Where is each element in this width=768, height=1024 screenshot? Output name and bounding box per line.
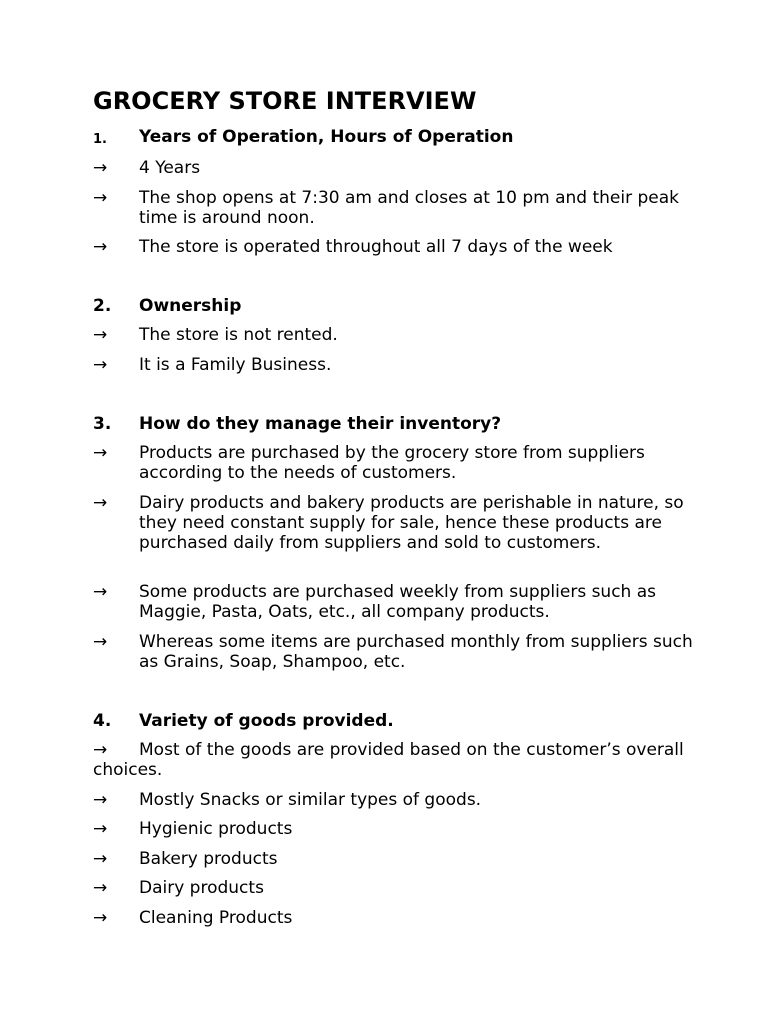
list-item	[93, 790, 693, 810]
list-item-text: Whereas some items are purchased monthly from suppliers such as Grains, Soap, Shampoo, etc.	[139, 632, 693, 672]
list-item-text: Dairy products	[139, 878, 264, 898]
list-item	[93, 908, 693, 928]
document-title: GROCERY STORE INTERVIEW	[93, 87, 477, 115]
arrow-bullet-icon: →	[93, 325, 108, 345]
list-item-text: Cleaning Products	[139, 908, 293, 928]
list-item-text: The store is operated throughout all 7 days of the week	[139, 237, 613, 257]
list-item-text: Hygienic products	[139, 819, 293, 839]
arrow-bullet-icon: →	[93, 582, 108, 602]
list-item	[93, 582, 693, 622]
list-item-text: The shop opens at 7:30 am and closes at 10 pm and their peak time is around noon.	[139, 188, 680, 228]
list-item-text: Dairy products and bakery products are perishable in nature, so they need constant supply for sale, hence these products are purchased daily from suppliers and sold to customers.	[139, 493, 684, 553]
section-3-heading-row	[93, 414, 693, 434]
list-item	[93, 325, 693, 345]
arrow-bullet-icon: →	[93, 740, 108, 760]
list-item-text: Some products are purchased weekly from suppliers such as Maggie, Pasta, Oats, etc., all company products.	[139, 582, 657, 622]
list-item-text: Products are purchased by the grocery store from suppliers according to the needs of customers.	[139, 443, 645, 483]
section-number: 1.	[93, 132, 107, 147]
list-item-text: Mostly Snacks or similar types of goods.	[139, 790, 482, 810]
list-item-text: Most of the goods are provided based on the customer’s overall choices.	[93, 740, 684, 780]
list-item	[93, 878, 693, 898]
arrow-bullet-icon: →	[93, 878, 108, 898]
section-4-heading-row	[93, 711, 693, 731]
arrow-bullet-icon: →	[93, 355, 108, 375]
arrow-bullet-icon: →	[93, 849, 108, 869]
list-item-text: It is a Family Business.	[139, 355, 332, 375]
section-heading: How do they manage their inventory?	[139, 414, 502, 434]
section-number: 3.	[93, 414, 112, 434]
list-item	[93, 355, 693, 375]
arrow-bullet-icon: →	[93, 790, 108, 810]
list-item	[93, 632, 693, 672]
section-heading: Variety of goods provided.	[139, 711, 394, 731]
section-1-heading-row	[93, 127, 693, 147]
list-item	[93, 849, 693, 869]
section-2-heading-row	[93, 296, 693, 316]
list-item-text: 4 Years	[139, 158, 201, 178]
arrow-bullet-icon: →	[93, 158, 108, 178]
list-item	[93, 158, 693, 178]
arrow-bullet-icon: →	[93, 443, 108, 463]
section-heading: Years of Operation, Hours of Operation	[139, 127, 514, 147]
list-item-text: Bakery products	[139, 849, 278, 869]
section-number: 2.	[93, 296, 112, 316]
arrow-bullet-icon: →	[93, 632, 108, 652]
list-item	[93, 237, 693, 257]
arrow-bullet-icon: →	[93, 493, 108, 513]
list-item-text: The store is not rented.	[139, 325, 338, 345]
arrow-bullet-icon: →	[93, 908, 108, 928]
arrow-bullet-icon: →	[93, 819, 108, 839]
list-item	[93, 493, 693, 553]
list-item	[93, 443, 693, 483]
section-number: 4.	[93, 711, 112, 731]
arrow-bullet-icon: →	[93, 188, 108, 208]
section-heading: Ownership	[139, 296, 242, 316]
list-item	[93, 819, 693, 839]
list-item	[93, 740, 693, 780]
arrow-bullet-icon: →	[93, 237, 108, 257]
list-item	[93, 188, 693, 228]
